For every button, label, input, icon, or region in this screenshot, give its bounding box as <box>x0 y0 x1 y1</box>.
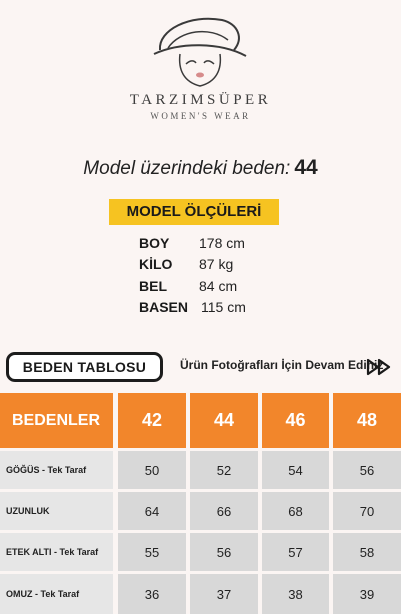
model-size-value: 44 <box>294 156 318 179</box>
table-cell: 68 <box>262 492 329 530</box>
woman-with-hat-icon <box>150 12 250 92</box>
measurement-value: 178 cm <box>199 235 245 251</box>
measurement-label: BOY <box>139 235 170 251</box>
table-cell: 39 <box>333 574 401 614</box>
table-cell: 56 <box>190 533 258 571</box>
table-cell: 36 <box>118 574 186 614</box>
table-cell: 54 <box>262 451 329 489</box>
table-header-cell: 42 <box>118 393 186 448</box>
measurement-label: BASEN <box>139 299 189 315</box>
table-row <box>0 574 401 614</box>
model-size-line <box>0 156 401 180</box>
table-header-cell: 48 <box>333 393 401 448</box>
table-cell: 52 <box>190 451 258 489</box>
table-header-cell: BEDENLER <box>0 393 113 448</box>
table-cell: 56 <box>333 451 401 489</box>
table-row <box>0 533 401 571</box>
table-header-cell: 46 <box>262 393 329 448</box>
continue-text: Ürün Fotoğrafları İçin Devam Ediniz <box>180 358 384 372</box>
table-header-cell: 44 <box>190 393 258 448</box>
table-cell: 55 <box>118 533 186 571</box>
measurement-label: BEL <box>139 278 167 294</box>
table-cell: 70 <box>333 492 401 530</box>
table-cell: 50 <box>118 451 186 489</box>
table-cell: 58 <box>333 533 401 571</box>
table-row <box>0 492 401 530</box>
table-cell: 66 <box>190 492 258 530</box>
table-cell: 38 <box>262 574 329 614</box>
size-table-button[interactable]: BEDEN TABLOSU <box>6 352 163 382</box>
fast-forward-icon[interactable] <box>366 358 392 376</box>
table-row-label: GÖĞÜS - Tek Taraf <box>0 451 113 489</box>
brand-name: TARZIMSÜPER <box>129 92 272 108</box>
model-measurements-title: MODEL ÖLÇÜLERİ <box>109 199 279 225</box>
measurement-value: 87 kg <box>199 256 234 272</box>
table-cell: 37 <box>190 574 258 614</box>
table-row-label: ETEK ALTI - Tek Taraf <box>0 533 113 571</box>
size-table-header <box>0 393 401 448</box>
measurement-value: 84 cm <box>199 278 238 294</box>
measurement-value: 115 cm <box>201 299 246 315</box>
table-cell: 64 <box>118 492 186 530</box>
table-cell: 57 <box>262 533 329 571</box>
table-row-label: UZUNLUK <box>0 492 113 530</box>
brand-tagline: WOMEN'S WEAR <box>150 111 251 121</box>
brand-logo <box>0 12 401 127</box>
measurement-label: KİLO <box>139 256 173 272</box>
model-size-label: Model üzerindeki beden: <box>83 158 291 179</box>
table-row-label: OMUZ - Tek Taraf <box>0 574 113 614</box>
